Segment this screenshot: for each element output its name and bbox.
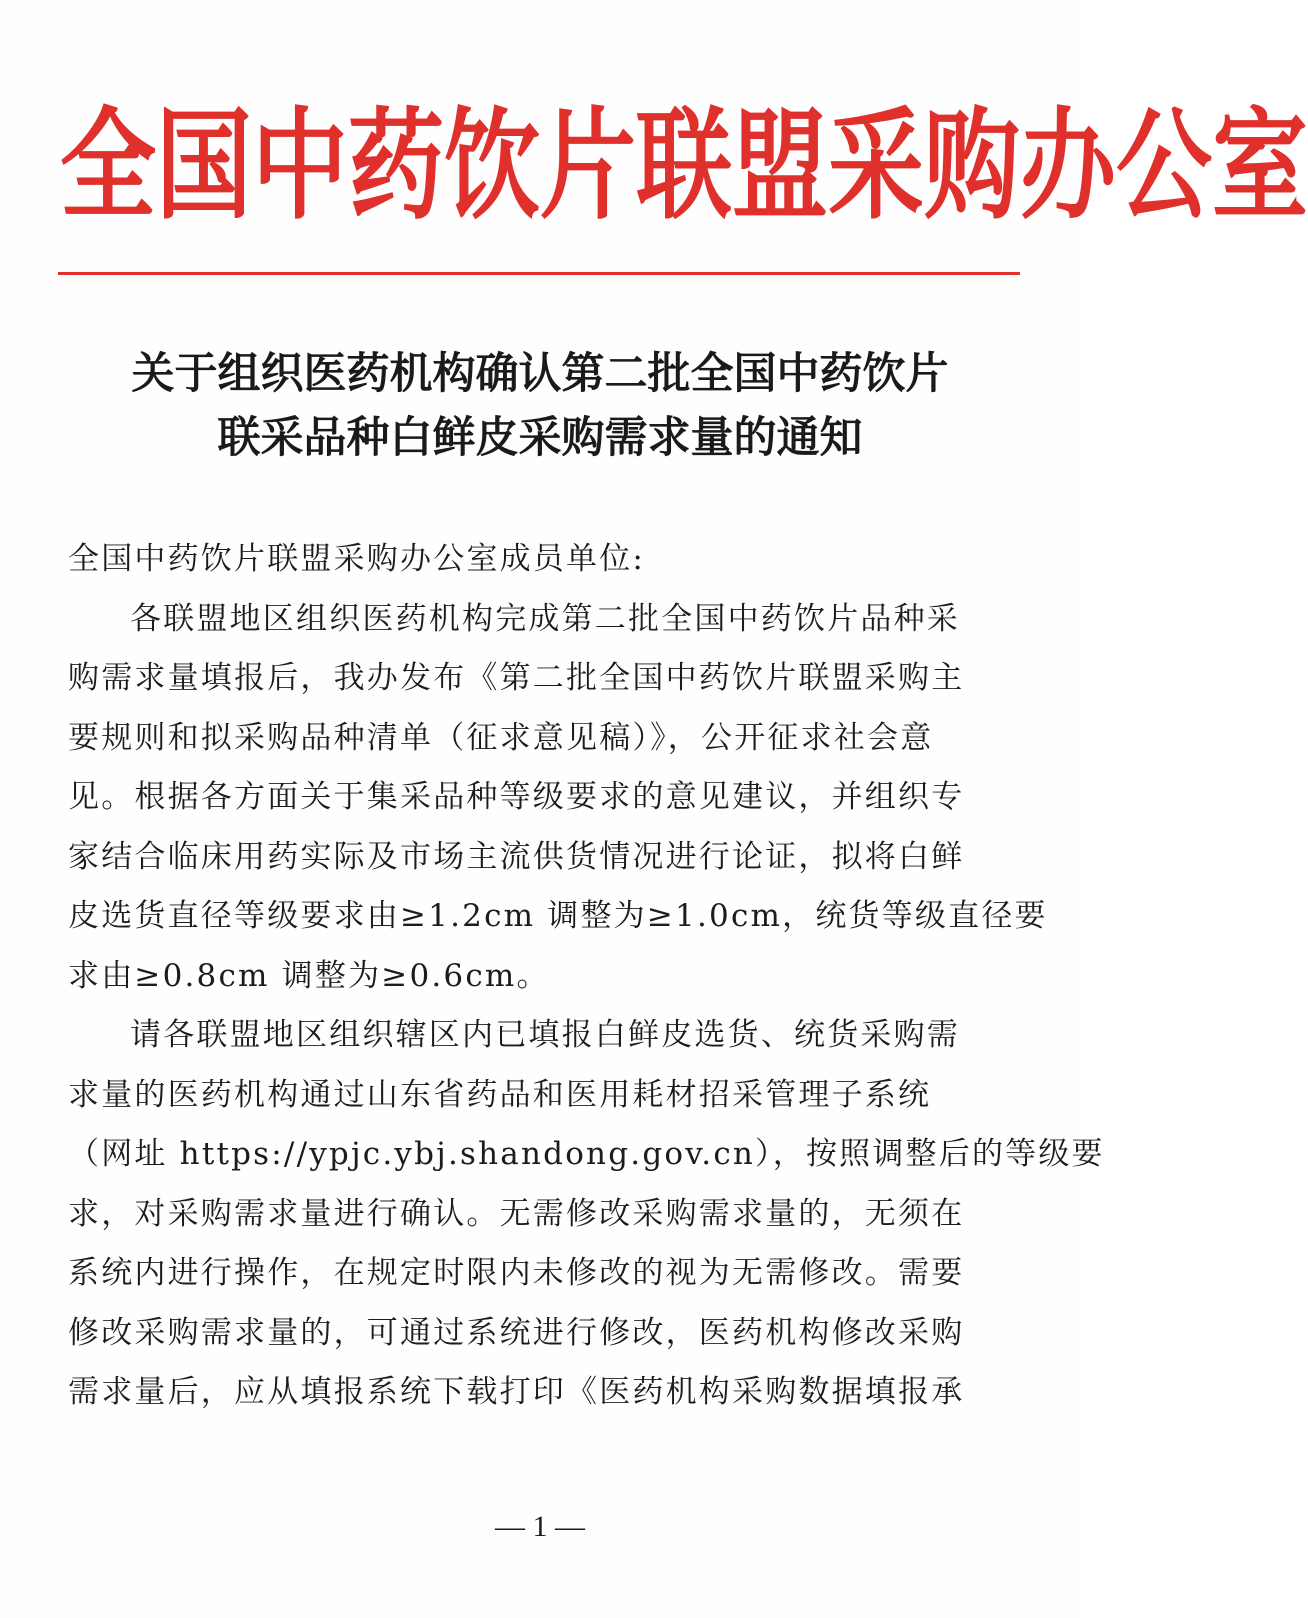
title-line-2: 联采品种白鲜皮采购需求量的通知	[217, 413, 863, 463]
masthead-title: 全国中药饮片联盟采购办公室	[60, 94, 1308, 236]
paragraph-line: 求量的医药机构通过山东省药品和医用耗材招采管理子系统	[68, 1076, 932, 1113]
red-divider-line	[58, 272, 1020, 275]
document-body	[68, 530, 1105, 1423]
paragraph-line: 请各联盟地区组织辖区内已填报白鲜皮选货、统货采购需	[130, 1017, 960, 1053]
paragraph-line: 系统内进行操作，在规定时限内未修改的视为无需修改。需要	[68, 1255, 965, 1291]
paragraph-line: （网址 https://ypjc.ybj.shandong.gov.cn），按照调整后的等级要	[68, 1136, 1105, 1172]
document-title	[40, 342, 1040, 470]
paragraph-line: 修改采购需求量的，可通过系统进行修改，医药机构修改采购	[68, 1314, 965, 1351]
page-number: — 1 —	[495, 1510, 585, 1543]
paragraph-line: 求由≥0.8cm 调整为≥0.6cm。	[68, 957, 550, 994]
paragraph-line: 购需求量填报后，我办发布《第二批全国中药饮片联盟采购主	[68, 660, 965, 696]
paragraph-line: 见。根据各方面关于集采品种等级要求的意见建议，并组织专	[68, 779, 965, 815]
paragraph-line: 要规则和拟采购品种清单（征求意见稿）》，公开征求社会意	[68, 719, 934, 756]
paragraph-line: 需求量后，应从填报系统下载打印《医药机构采购数据填报承	[68, 1374, 965, 1410]
title-line-1: 关于组织医药机构确认第二批全国中药饮片	[131, 349, 949, 399]
paragraph-2	[68, 1006, 1105, 1423]
salutation: 全国中药饮片联盟采购办公室成员单位:	[68, 541, 646, 577]
paragraph-line: 各联盟地区组织医药机构完成第二批全国中药饮片品种采	[130, 600, 960, 637]
paragraph-1	[68, 590, 1048, 1007]
paragraph-line: 皮选货直径等级要求由≥1.2cm 调整为≥1.0cm，统货等级直径要	[68, 898, 1048, 934]
paragraph-line: 家结合临床用药实际及市场主流供货情况进行论证，拟将白鲜	[68, 838, 965, 875]
paragraph-line: 求，对采购需求量进行确认。无需修改采购需求量的，无须在	[68, 1195, 965, 1232]
